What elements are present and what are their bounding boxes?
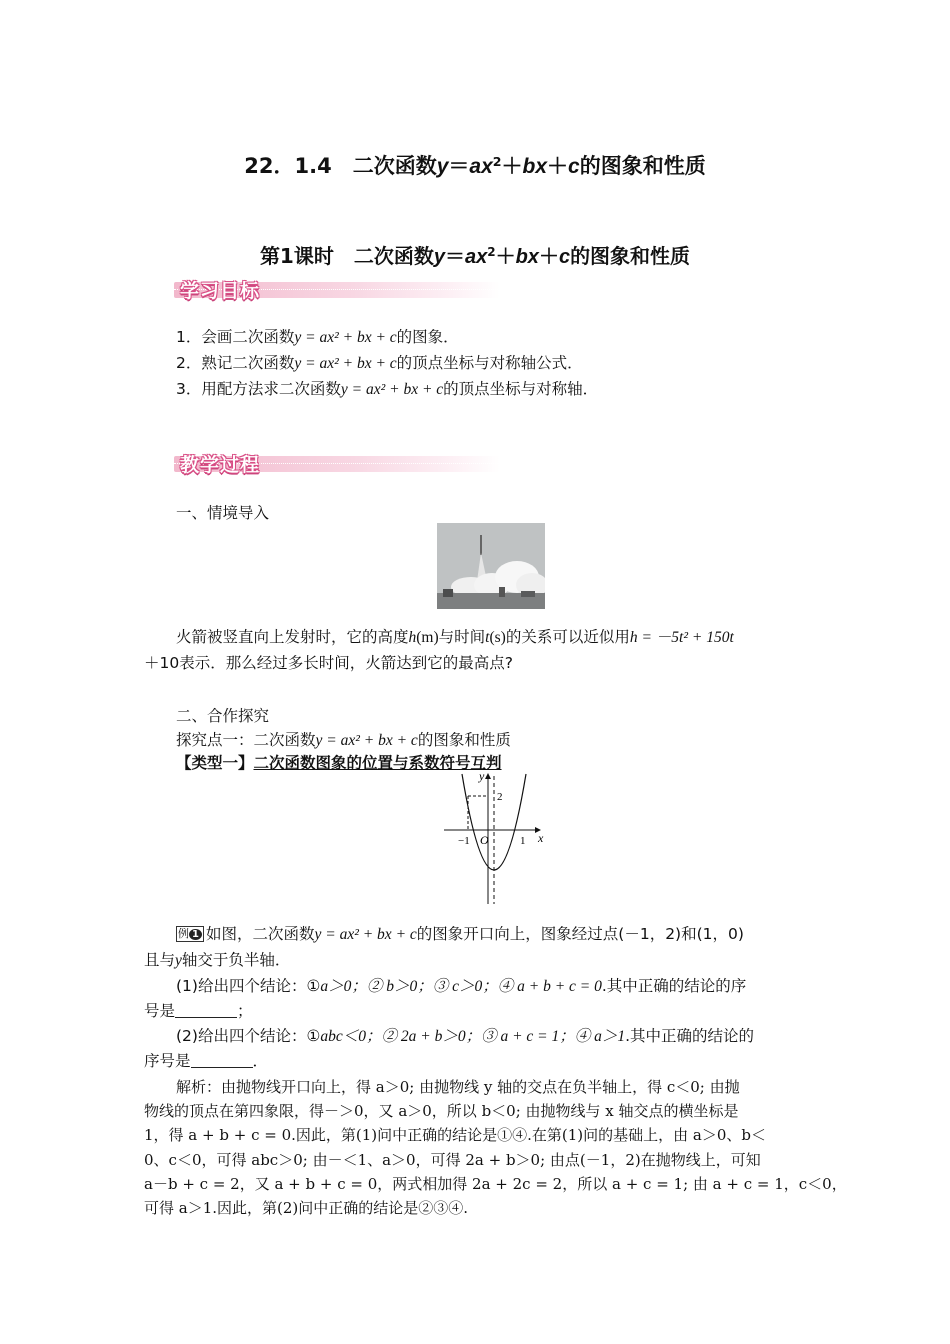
question-1-line-1 bbox=[176, 974, 746, 999]
x-axis-label: x bbox=[538, 831, 544, 845]
question-text: .其中正确的结论的序 bbox=[601, 977, 747, 995]
rocket-text: (m)与时间 bbox=[416, 629, 486, 646]
rocket-formula: h = －5t² + 150t bbox=[629, 629, 734, 646]
rocket-illustration bbox=[437, 523, 545, 609]
subtitle-ax: ax bbox=[464, 246, 488, 268]
subtitle-c: c bbox=[558, 246, 571, 268]
question-text: ． bbox=[252, 1052, 269, 1070]
rocket-paragraph-line-2: ＋10表示．那么经过多长时间，火箭达到它的最高点? bbox=[144, 654, 513, 672]
rocket-text: 火箭被竖直向上发射时，它的高度 bbox=[176, 628, 409, 646]
subtitle-prefix: 第1课时 二次函数 bbox=[259, 244, 434, 268]
origin-label: O bbox=[480, 833, 489, 847]
example-text: 如图，二次函数 bbox=[205, 925, 315, 943]
question-text: (1)给出四个结论：① bbox=[176, 977, 321, 995]
rocket-text: (s)的关系可以近似用 bbox=[489, 629, 630, 646]
type-text: 二次函数图象的位置与系数符号互判 bbox=[253, 754, 502, 772]
goal-text: 2．熟记二次函数 bbox=[176, 354, 295, 372]
goal-text: 1．会画二次函数 bbox=[176, 328, 295, 346]
example-line-2 bbox=[144, 948, 290, 973]
section-heading-1: 一、情境导入 bbox=[176, 504, 270, 522]
tick-label-2: 2 bbox=[497, 791, 503, 803]
analysis-line-5: a－b + c = 2，又 a + b + c = 0，两式相加得 2a + 2c = 2，所以 a + c = 1; 由 a + c = 1，c＜0， bbox=[144, 1175, 847, 1193]
example-badge-num: 1 bbox=[189, 929, 202, 940]
title-prefix: 22．1.4 二次函数 bbox=[244, 154, 437, 178]
analysis-line-3: 1，得 a + b + c = 0.因此，第(1)问中正确的结论是①④.在第(1)问的基础上，由 a＞0、b＜ bbox=[144, 1126, 767, 1144]
explore-text: 的图象和性质 bbox=[417, 731, 511, 749]
main-title bbox=[0, 150, 950, 180]
explore-point-1 bbox=[176, 729, 511, 752]
teaching-process-banner bbox=[174, 450, 500, 476]
answer-blank-1[interactable] bbox=[175, 1003, 237, 1018]
goal-text: 3．用配方法求二次函数 bbox=[176, 380, 341, 398]
type-bracket: 【类型一】 bbox=[176, 754, 254, 772]
example-badge bbox=[176, 926, 204, 942]
question-text: 号是 bbox=[144, 1002, 176, 1020]
section-heading-2: 二、合作探究 bbox=[176, 707, 270, 725]
subtitle-eq: ＝ bbox=[444, 244, 465, 268]
example-text: 的图象开口向上，图象经过点(－1，2)和(1，0) bbox=[416, 925, 744, 943]
question-text: .其中正确的结论的 bbox=[625, 1027, 755, 1045]
subtitle-y: y bbox=[433, 246, 445, 268]
title-ax: ax bbox=[469, 155, 493, 178]
analysis-line-1: 解析：由抛物线开口向上，得 a＞0; 由抛物线 y 轴的交点在负半轴上，得 c＜0; 由抛 bbox=[176, 1078, 740, 1096]
title-bx: bx bbox=[522, 155, 548, 178]
goal-rest: 的图象． bbox=[396, 328, 459, 346]
title-eq: ＝ bbox=[448, 154, 470, 178]
subtitle-plus1: ＋ bbox=[495, 244, 516, 268]
question-text: ； bbox=[237, 1002, 253, 1020]
goal-item-3 bbox=[176, 378, 598, 401]
goal-formula: y = ax² + bx + c bbox=[294, 355, 397, 372]
goal-formula: y = ax² + bx + c bbox=[294, 329, 397, 346]
question-text: (2)给出四个结论：① bbox=[176, 1027, 321, 1045]
analysis-line-4: 0、c＜0，可得 abc＞0; 由－＜1、a＞0，可得 2a + b＞0; 由点(－1，2)在抛物线上，可知 bbox=[144, 1151, 761, 1169]
explore-formula: y = ax² + bx + c bbox=[315, 732, 418, 749]
question-2-line-1 bbox=[176, 1024, 754, 1049]
subtitle-bx: bx bbox=[515, 246, 539, 268]
goal-rest: 的顶点坐标与对称轴． bbox=[443, 380, 599, 398]
example-text: 轴交于负半轴． bbox=[181, 951, 291, 969]
question-2-line-2 bbox=[144, 1049, 268, 1073]
y-axis-label: y bbox=[479, 769, 485, 783]
explore-text: 探究点一：二次函数 bbox=[176, 731, 316, 749]
tick-label-neg1: −1 bbox=[458, 835, 470, 847]
rocket-launch-photo bbox=[437, 523, 545, 609]
goal-formula: y = ax² + bx + c bbox=[340, 381, 444, 398]
rocket-paragraph-line-1 bbox=[176, 625, 816, 650]
title-plus2: ＋ bbox=[547, 154, 569, 178]
question-formula: abc＜0；② 2a + b＞0；③ a + c = 1；④ a＞1 bbox=[320, 1028, 626, 1045]
answer-blank-2[interactable] bbox=[191, 1053, 253, 1068]
learning-goals-banner bbox=[174, 276, 500, 302]
goal-item-2 bbox=[176, 352, 583, 375]
title-c: c bbox=[568, 155, 580, 178]
analysis-line-2: 物线的顶点在第四象限，得－＞0，又 a＞0，所以 b＜0; 由抛物线与 x 轴交点的横坐标是 bbox=[144, 1102, 739, 1120]
subtitle-suffix: 的图象和性质 bbox=[570, 244, 691, 268]
subtitle-exp: 2 bbox=[487, 245, 496, 259]
rocket-var-h: h bbox=[408, 629, 417, 646]
title-y: y bbox=[436, 155, 449, 178]
example-formula: y = ax² + bx + c bbox=[314, 926, 417, 943]
example-var-y: y bbox=[175, 952, 182, 969]
banner-label: 教学过程 bbox=[180, 454, 261, 476]
example-badge-text: 例 bbox=[178, 927, 189, 940]
example-line-1 bbox=[176, 922, 744, 947]
title-exp: 2 bbox=[492, 154, 502, 169]
question-text: 序号是 bbox=[144, 1052, 191, 1070]
title-plus1: ＋ bbox=[501, 154, 523, 178]
rocket-var-t: t bbox=[485, 629, 490, 646]
example-text: 且与 bbox=[144, 951, 176, 969]
banner-label: 学习目标 bbox=[180, 280, 261, 302]
title-suffix: 的图象和性质 bbox=[579, 154, 706, 178]
tick-label-1: 1 bbox=[520, 835, 526, 847]
analysis-line-6: 可得 a＞1.因此，第(2)问中正确的结论是②③④. bbox=[144, 1199, 469, 1217]
subtitle-plus2: ＋ bbox=[538, 244, 559, 268]
question-1-line-2 bbox=[144, 999, 253, 1023]
goal-rest: 的顶点坐标与对称轴公式． bbox=[396, 354, 583, 372]
lesson-subtitle bbox=[0, 240, 950, 269]
question-formula: a＞0；② b＞0；③ c＞0；④ a + b + c = 0 bbox=[320, 978, 602, 995]
goal-item-1 bbox=[176, 326, 459, 349]
parabola-graph bbox=[440, 768, 550, 908]
